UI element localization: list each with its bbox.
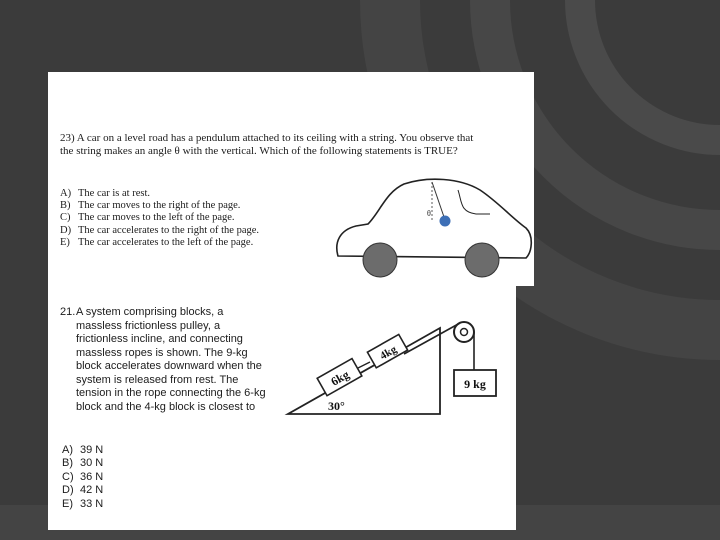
pendulum-bob bbox=[440, 216, 451, 227]
choice-e: E) The car accelerates to the left of the page. bbox=[60, 236, 254, 248]
choice-a: A) 39 N bbox=[62, 444, 104, 456]
front-wheel bbox=[465, 243, 499, 277]
block-6kg-label: 6kg bbox=[328, 367, 352, 389]
incline-angle-label: 30° bbox=[328, 399, 345, 413]
incline-ramp bbox=[288, 328, 440, 414]
rear-wheel bbox=[363, 243, 397, 277]
choice-c: C) 36 N bbox=[62, 470, 104, 483]
question-23-choices bbox=[60, 188, 350, 249]
choice-b: B) 30 N bbox=[62, 457, 104, 470]
question-23-panel bbox=[48, 72, 534, 286]
choice-d: D) The car accelerates to the right of the page. bbox=[60, 224, 260, 236]
choice-c: C) The car moves to the left of the page. bbox=[60, 212, 235, 224]
block-4kg-label: 4kg bbox=[378, 343, 399, 363]
choice-a: A) The car is at rest. bbox=[60, 188, 151, 199]
question-21-panel bbox=[48, 286, 516, 530]
question-23-prompt: 23) A car on a level road has a pendulum attached to its ceiling with a string. You observe that the string makes an angle θ with the vertical. Which of the following statements is TRUE? bbox=[60, 132, 474, 157]
angle-theta-label: θ bbox=[427, 209, 431, 218]
car-body bbox=[337, 179, 531, 258]
question-21-prompt: A system comprising blocks, a massless frictionless pulley, a frictionless incline, and connecting massless ropes is shown. The 9-kg block accelerates downward when the system is released from rest. The tension in the rope connecting the 6-kg block and the 4-kg block is closest to bbox=[76, 306, 266, 413]
incline-pulley-figure bbox=[284, 308, 512, 428]
choice-b: B) The car moves to the right of the page. bbox=[60, 200, 241, 212]
choice-e: E) 33 N bbox=[62, 497, 104, 510]
question-21-choices bbox=[62, 444, 103, 511]
choice-d: D) 42 N bbox=[62, 484, 104, 497]
question-21-number: 21. bbox=[60, 306, 76, 318]
car-pendulum-figure bbox=[330, 172, 534, 284]
block-9kg-label: 9 kg bbox=[464, 377, 486, 391]
block-9kg bbox=[454, 370, 496, 396]
